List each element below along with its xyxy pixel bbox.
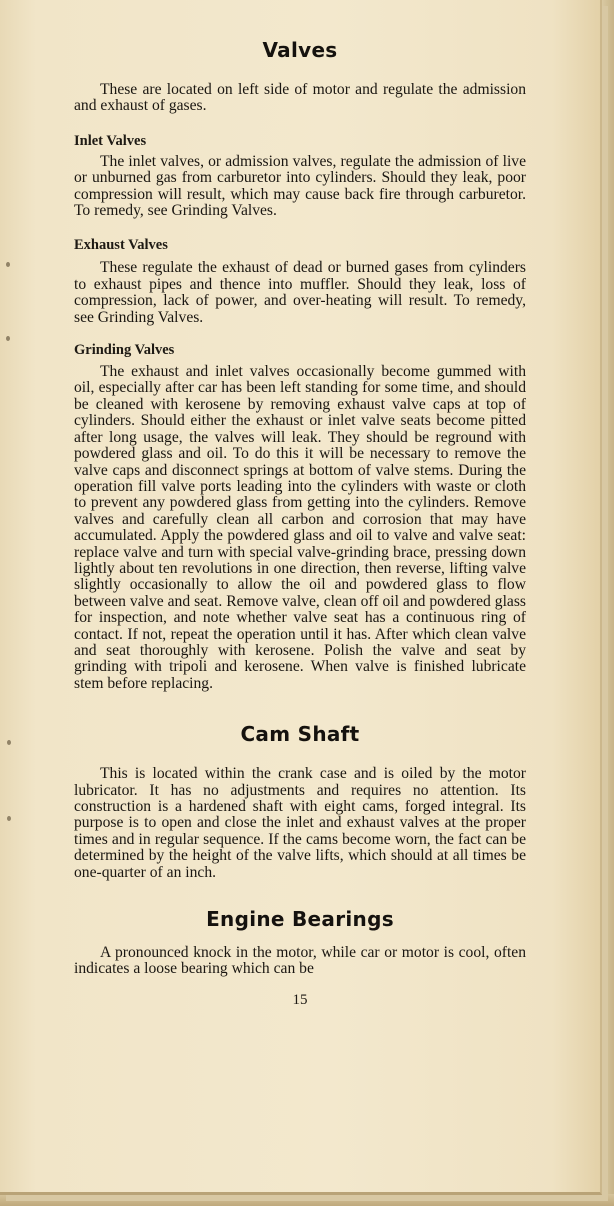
section-title-engine-bearings: Engine Bearings — [206, 907, 394, 932]
margin-speck — [6, 336, 10, 341]
page-edge-bottom — [0, 1194, 614, 1206]
grinding-valves-paragraph: The exhaust and inlet valves occasionally become gummed with oil, especially after car has been left standing for some time, and should be cleaned with kerosene by removing exhaust valve caps at top of cylinders. Should either the exhaust or inlet valve seats become pitted after long usage, the valves will leak. They should be reground with powdered glass and oil. To do this it will be necessary to remove the valve caps and disconnect springs at bottom of valve stems. During the operation fill valve ports leading into the cylinders with waste or cloth to prevent any powdered glass from getting into the cylinders. Remove valves and carefully clean all carbon and corrosion that may have accumulated. Apply the powdered glass and oil to valve and valve seat: replace valve and turn with special valve-grinding brace, pressing down lightly about ten revolutions in one direction, then reverse, lifting valve slightly occasionally to allow the oil and powdered glass to flow between valve and seat. Remove valve, clean off oil and powdered glass for inspection, and note whether valve seat has a continuous ring of contact. If not, repeat the operation until it has. After which clean valve and seat thoroughly with kerosene. Polish the valve and seat by grinding with tripoli and kerosene. When valve is finished lubricate stem before replacing. — [74, 363, 526, 692]
inlet-valves-paragraph: The inlet valves, or admission valves, regulate the admission of live or unburned gas from carburetor into cylinders. Should they leak, poor compression will result, which may cause back fire through carburetor. To remedy, see Grinding Valves. — [74, 152, 526, 220]
section-title-valves: Valves — [262, 38, 338, 62]
margin-speck — [6, 262, 10, 267]
page-number: 15 — [292, 991, 308, 1008]
engine-bearings-paragraph: A pronounced knock in the motor, while car or motor is cool, often indicates a loose bearing which can be — [74, 944, 526, 978]
valves-intro-paragraph: These are located on left side of motor and regulate the admission and exhaust of gases. — [74, 81, 526, 115]
margin-speck — [7, 740, 11, 745]
subheading-inlet-valves: Inlet Valves — [74, 132, 147, 149]
page-edge-right — [602, 0, 614, 1206]
subheading-exhaust-valves: Exhaust Valves — [74, 237, 168, 254]
margin-speck — [7, 816, 11, 821]
page-content — [74, 38, 526, 1009]
cam-shaft-paragraph: This is located within the crank case and is oiled by the motor lubricator. It has no adjustments and requires no attention. Its construction is a hardened shaft with eight cams, forged integral. Its purpose is to open and close the inlet and exhaust valves at the proper times and in regular sequence. If the cams become worn, the fact can be determined by the height of the valve lifts, which should at all times be one-quarter of an inch. — [74, 765, 526, 881]
subheading-grinding-valves: Grinding Valves — [74, 342, 175, 359]
section-title-cam-shaft: Cam Shaft — [240, 722, 360, 747]
exhaust-valves-paragraph: These regulate the exhaust of dead or burned gases from cylinders to exhaust pipes and thence into muffler. Should they leak, loss of compression, lack of power, and over-heating will result. To remedy, see Grinding Valves. — [74, 259, 526, 326]
